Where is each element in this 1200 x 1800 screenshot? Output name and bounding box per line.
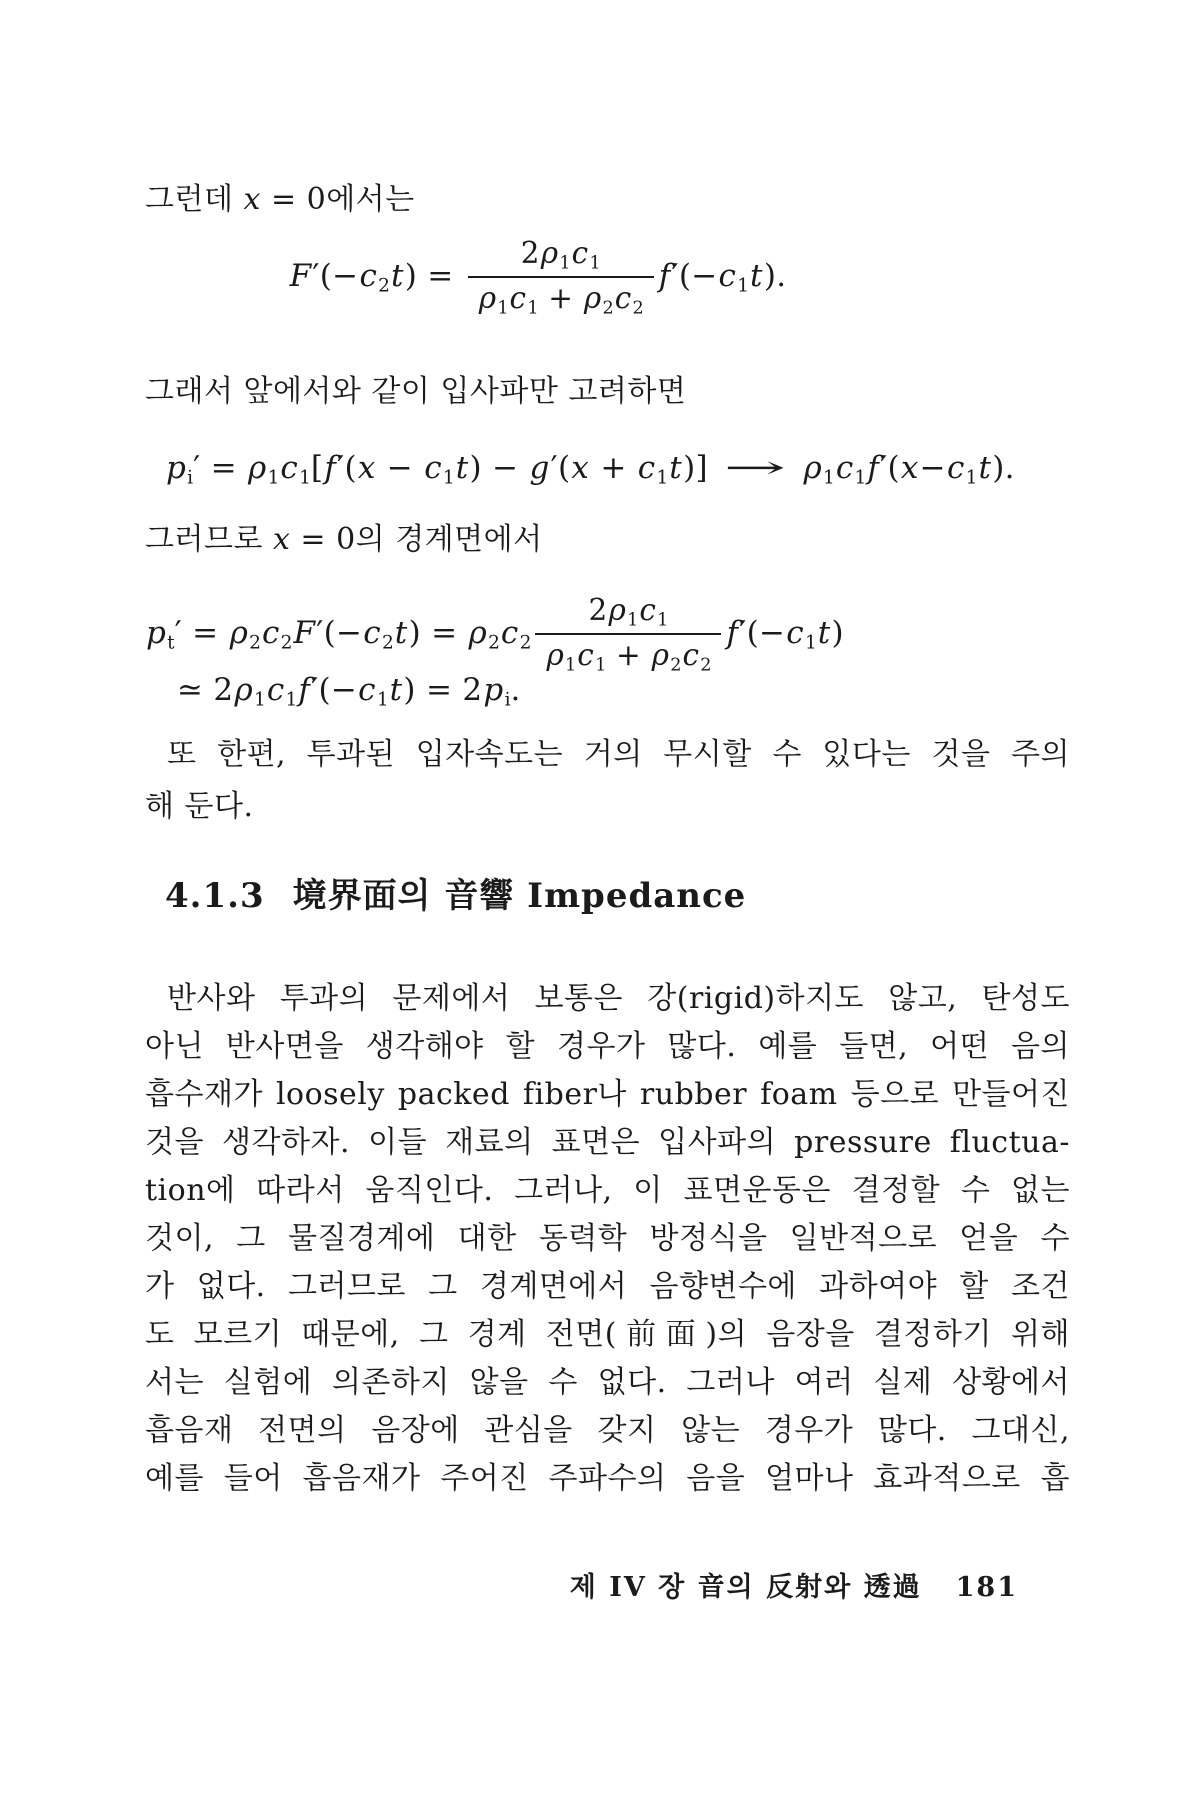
lead-in-text-1: 그런데 x = 0에서는 bbox=[145, 182, 415, 217]
body-paragraph-line: 도 모르기 때문에, 그 경계 전면(前面)의 음장을 결정하기 위해 bbox=[145, 1317, 1070, 1352]
lead-in-text-3: 그러므로 x = 0의 경계면에서 bbox=[145, 522, 543, 557]
formula-transmitted-wave-amplitude: $F'(-c_2t)$ = $\frac{2\rho_1c_1}{\rho_1c_1 + \rho_2c_2}$ $f'(-c_1t)$. bbox=[289, 236, 787, 319]
page-footer bbox=[145, 1565, 1070, 1604]
body-paragraph-line: 것을 생각하자. 이들 재료의 표면은 입사파의 pressure fluctua- bbox=[145, 1125, 1070, 1160]
body-paragraph-line: 반사와 투과의 문제에서 보통은 강(rigid)하지도 않고, 탄성도 bbox=[167, 981, 1070, 1016]
footer-chapter-title: 제 IV 장 音의 反射와 透過 bbox=[569, 1572, 922, 1603]
formula-incident-pressure: $p_i' = \rho_1c_1[f'(x - c_1t) - g'(x + c_1t)] \to \rho_1c_1f'(x-c_1t)$. bbox=[166, 450, 1015, 489]
formula-transmitted-pressure-line-1: $p_t' = \rho_2c_2F'(-c_2t) = \rho_2c_2$ $\frac{2\rho_1c_1}{\rho_1c_1 + \rho_2c_2}$ $f'(-c_1t)$ bbox=[146, 593, 844, 676]
body-paragraph-line: 흡음재 전면의 음장에 관심을 갖지 않는 경우가 많다. 그대신, bbox=[145, 1413, 1070, 1448]
section-number: 4.1.3 bbox=[165, 876, 265, 916]
lead-in-text-2: 그래서 앞에서와 같이 입사파만 고려하면 bbox=[145, 374, 687, 409]
formula-transmitted-pressure-line-2: ≃ $2\rho_1c_1f'(-c_1t) = 2p_i$. bbox=[177, 672, 521, 711]
body-paragraph bbox=[145, 975, 1070, 1503]
body-paragraph-line: 흡수재가 loosely packed fiber나 rubber foam 등으로 만들어진 bbox=[145, 1077, 1070, 1112]
note-paragraph-line-1: 또 한편, 투과된 입자속도는 거의 무시할 수 있다는 것을 주의 bbox=[167, 737, 1070, 772]
body-paragraph-line: 가 없다. 그러므로 그 경계면에서 음향변수에 과하여야 할 조건 bbox=[145, 1269, 1070, 1304]
footer-page-number: 181 bbox=[955, 1572, 1018, 1603]
body-paragraph-line: 것이, 그 물질경계에 대한 동력학 방정식을 일반적으로 얻을 수 bbox=[145, 1221, 1070, 1256]
body-paragraph-line: tion에 따라서 움직인다. 그러나, 이 표면운동은 결정할 수 없는 bbox=[145, 1173, 1070, 1208]
body-paragraph-line: 예를 들어 흡음재가 주어진 주파수의 음을 얼마나 효과적으로 흡 bbox=[145, 1461, 1070, 1496]
body-paragraph-line: 서는 실험에 의존하지 않을 수 없다. 그러나 여러 실제 상황에서 bbox=[145, 1365, 1070, 1400]
body-paragraph-line: 아닌 반사면을 생각해야 할 경우가 많다. 예를 들면, 어떤 음의 bbox=[145, 1029, 1070, 1064]
section-heading bbox=[145, 868, 1070, 917]
note-paragraph-line-2: 해 둔다. bbox=[145, 789, 254, 824]
section-title: 境界面의 音響 Impedance bbox=[292, 876, 747, 916]
